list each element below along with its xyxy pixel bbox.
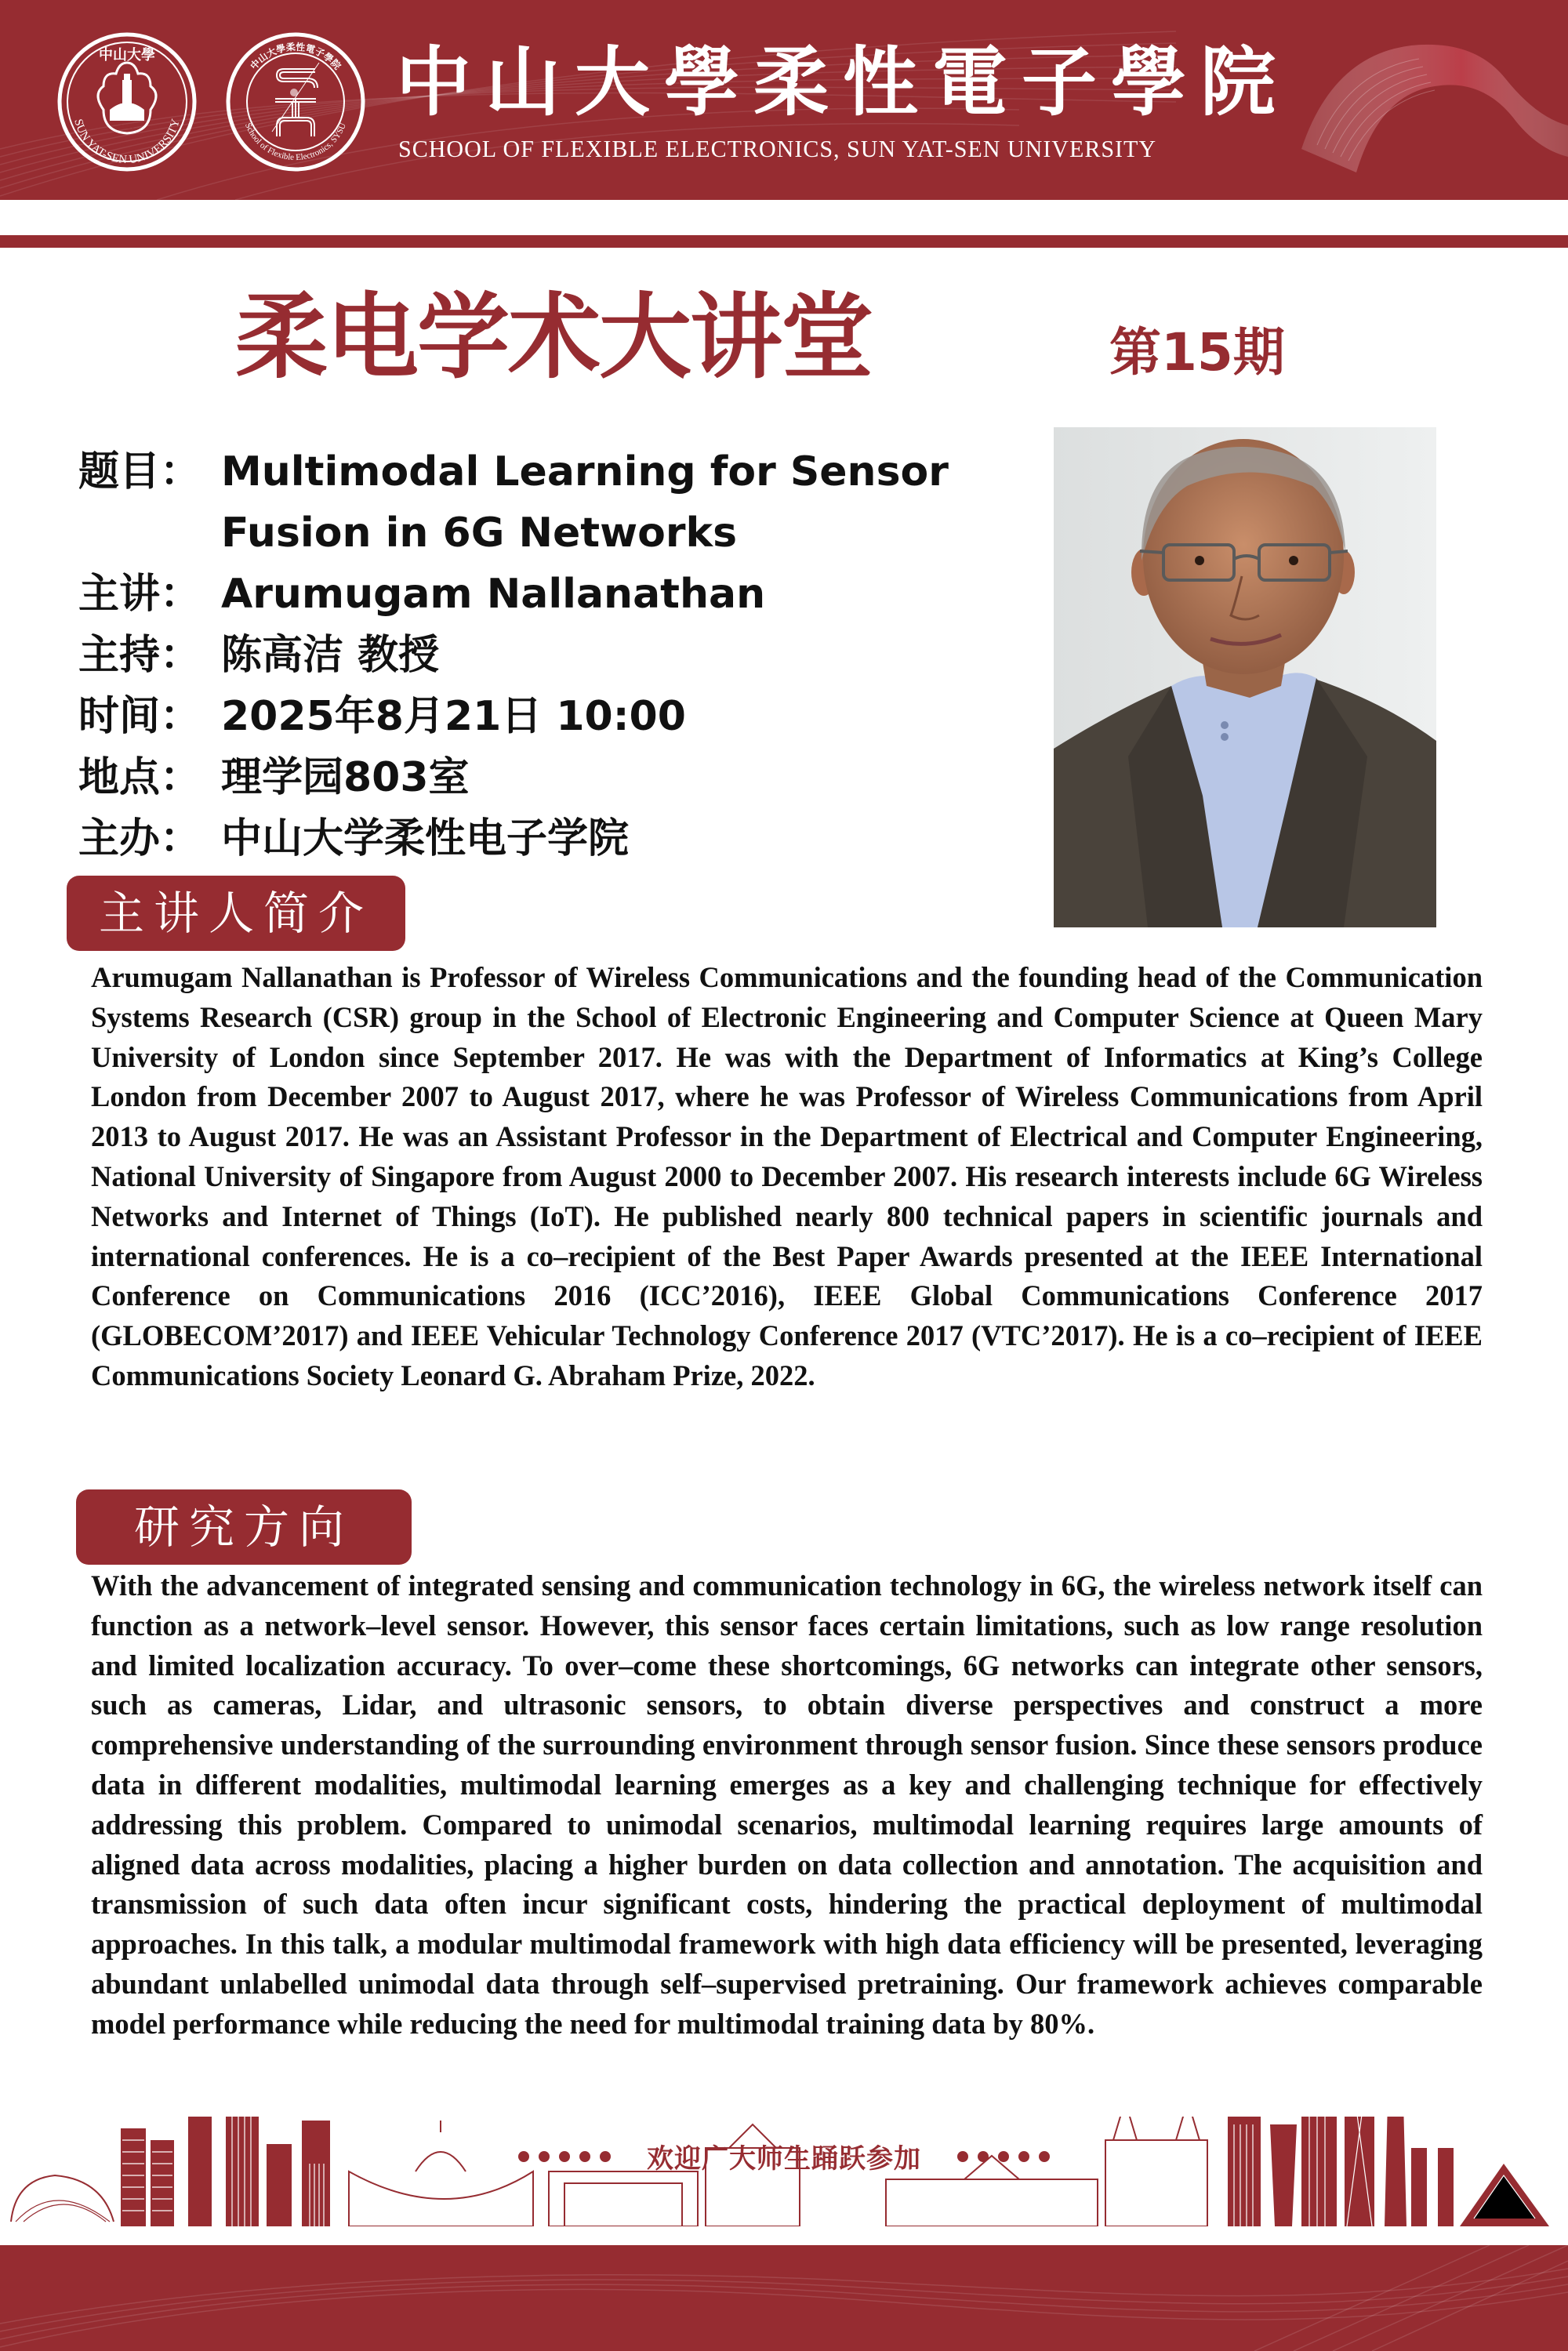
speaker-photo [1054, 427, 1436, 927]
school-name-chinese: 中山大學柔性電子學院 [396, 38, 1290, 126]
dot-icon [539, 2151, 550, 2162]
topic-value-line2: Fusion in 6G Networks [221, 510, 738, 557]
seal-ring-text: School of Flexible Electronics, SYSU [243, 122, 349, 163]
time-value: 2025年8月21日 10:00 [221, 693, 686, 740]
bio-heading-tag: 主讲人简介 [67, 876, 405, 951]
info-row-time [78, 686, 1019, 747]
location-label: 地点： [78, 754, 201, 801]
decorative-dots-left-icon [518, 2151, 611, 2162]
speaker-portrait-icon [1054, 427, 1436, 927]
topic-value: Multimodal Learning for Sensor [221, 448, 949, 495]
organizer-value: 中山大学柔性电子学院 [221, 815, 630, 862]
info-row-location [78, 747, 1019, 808]
dot-icon [579, 2151, 590, 2162]
bio-text: Arumugam Nallanathan is Professor of Wireless Communications and the founding head of the Communication Systems Research (CSR) group in the School of Electronic Engineering and Computer Science at Queen Mary University of London since September 2017. He was with the Department of Informatics at King’s College London from December 2007 to August 2017, where he was Professor of Wireless Communications from April 2013 to August 2017. He was an Assistant Professor in the Department of Electrical and Computer Engineering, National University of Singapore from August 2000 to December 2007. His research interests include 6G Wireless Networks and Internet of Things (IoT). He published nearly 800 technical papers in scientific journals and international conferences. He is a co–recipient of the Best Paper Awards presented at the IEEE International Conference on Communications 2016 (ICC’2016), IEEE Global Communications Conference 2017 (GLOBECOM’2017) and IEEE Vehicular Technology Conference 2017 (VTC’2017). He is a co–recipient of IEEE Communications Society Leonard G. Abraham Prize, 2022. [91, 961, 1483, 1391]
research-heading-tag: 研究方向 [76, 1489, 412, 1565]
info-row-speaker [78, 564, 1019, 625]
host-value: 陈高洁 教授 [221, 632, 440, 679]
seal-ring-text: SUN YAT-SEN UNIVERSITY [71, 118, 183, 167]
seal-year-text: 1924 [120, 124, 134, 130]
organizer-label: 主办： [78, 815, 201, 862]
info-row-topic [78, 441, 1019, 564]
dot-icon [600, 2151, 611, 2162]
header-banner [0, 0, 1568, 200]
info-row-host [78, 625, 1019, 686]
dot-icon [518, 2151, 529, 2162]
dot-icon [998, 2151, 1009, 2162]
welcome-text: 欢迎广大师生踊跃参加 [647, 2143, 921, 2175]
decorative-dots-right-icon [957, 2151, 1050, 2162]
footer-wave-pattern-icon [0, 2245, 1568, 2351]
dot-icon [978, 2151, 989, 2162]
topic-value-wrap [221, 441, 1019, 564]
sun-yat-sen-university-seal-icon [56, 31, 198, 172]
footer-band [0, 2245, 1568, 2351]
speaker-value: Arumugam Nallanathan [221, 571, 766, 618]
event-info [78, 441, 1019, 869]
school-of-flexible-electronics-seal-icon [225, 31, 366, 172]
dot-icon [1018, 2151, 1029, 2162]
dot-icon [1039, 2151, 1050, 2162]
welcome-banner [0, 2137, 1568, 2175]
topic-label: 题目： [78, 448, 201, 495]
seal-top-text: 中山大學 [99, 47, 155, 63]
info-row-organizer [78, 808, 1019, 869]
host-label: 主持： [78, 632, 201, 679]
school-name-english: SCHOOL OF FLEXIBLE ELECTRONICS, SUN YAT-SEN UNIVERSITY [398, 135, 1157, 162]
issue-number: 第15期 [1109, 322, 1285, 383]
series-title: 柔电学术大讲堂 [235, 283, 873, 391]
location-value: 理学园803室 [221, 754, 470, 801]
speaker-label: 主讲： [78, 571, 201, 618]
header-divider-stripe [0, 235, 1568, 248]
flexible-circuit-ribbon-icon [1286, 31, 1568, 172]
time-label: 时间： [78, 693, 201, 740]
dot-icon [957, 2151, 968, 2162]
seal-top-text: 中山大學柔性電子學院 [248, 41, 343, 72]
research-text: With the advancement of integrated sensing and communication technology in 6G, the wireless network itself can function as a network–level sensor. However, this sensor faces certain limitations, such as low range resolution and limited localization accuracy. To over–come these shortcomings, 6G networks can integrate other sensors, such as cameras, Lidar, and ultrasonic sensors, to obtain diverse perspectives and construct a more comprehensive understanding of the surrounding environment through sensor fusion. Since these sensors produce data in different modalities, multimodal learning emerges as a key and challenging technique for effectively addressing this problem. Compared to unimodal scenarios, multimodal learning requires large amounts of aligned data across modalities, placing a higher burden on data collection and annotation. The acquisition and transmission of such data often incur significant costs, hindering the practical deployment of multimodal approaches. In this talk, a modular multimodal framework with high data efficiency will be presented, leveraging abundant unlabelled unimodal data through self–supervised pretraining. Our framework achieves comparable model performance while reducing the need for multimodal training data by 80%. [91, 1569, 1483, 2040]
dot-icon [559, 2151, 570, 2162]
